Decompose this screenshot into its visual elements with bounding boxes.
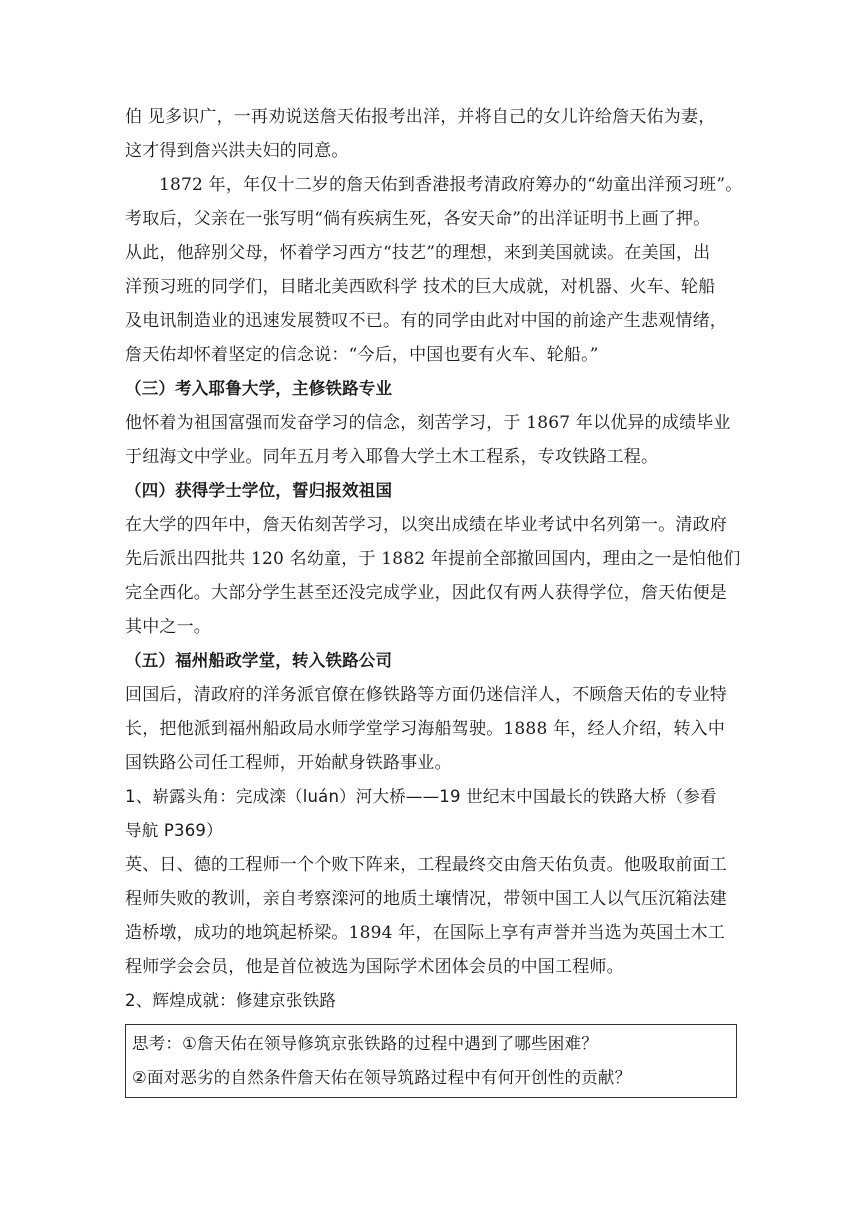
- document-page: [125, 100, 743, 1098]
- item-title: 1、崭露头角：完成滦（luán）河大桥——19 世纪末中国最长的铁路大桥（参看: [125, 787, 717, 806]
- text-line: 其中之一。: [125, 617, 211, 637]
- section-heading: （四）获得学士学位，誓归报效祖国: [125, 481, 393, 500]
- item-jingzhang-railway: [125, 984, 737, 1018]
- text-line: 这才得到詹兴洪夫妇的同意。: [125, 141, 349, 161]
- think-question: 思考：①詹天佑在领导修筑京张铁路的过程中遇到了哪些困难？: [132, 1034, 598, 1053]
- text-line: 程师学会会员，他是首位被选为国际学术团体会员的中国工程师。: [125, 957, 624, 977]
- text-line: 及电讯制造业的迅速发展赞叹不已。有的同学由此对中国的前途产生悲观情绪，: [125, 311, 727, 331]
- text-line: 长，把他派到福州船政局水师学堂学习海船驾驶。1888 年，经人介绍，转入中: [125, 719, 726, 739]
- text-line: 国铁路公司任工程师，开始献身铁路事业。: [125, 753, 452, 773]
- section-heading: （五）福州船政学堂，转入铁路公司: [125, 651, 393, 670]
- text-line: 回国后，清政府的洋务派官僚在修铁路等方面仍迷信洋人，不顾詹天佑的专业特: [125, 685, 727, 705]
- text-line: 考取后，父亲在一张写明“倘有疾病生死，各安天命”的出洋证明书上画了押。: [125, 209, 711, 229]
- section-heading: （三）考入耶鲁大学，主修铁路专业: [125, 379, 393, 398]
- paragraph-marriage: [125, 100, 737, 168]
- text-line: 伯 见多识广，一再劝说送詹天佑报考出洋，并将自己的女儿许给詹天佑为妻，: [125, 107, 716, 127]
- text-line: 程师失败的教训，亲自考察滦河的地质土壤情况，带领中国工人以气压沉箱法建: [125, 889, 727, 909]
- text-line: 完全西化。大部分学生甚至还没完成学业，因此仅有两人获得学位，詹天佑便是: [125, 583, 727, 603]
- text-line: 洋预习班的同学们，目睹北美西欧科学 技术的巨大成就，对机器、火车、轮船: [125, 277, 716, 297]
- text-line: 英、日、德的工程师一个个败下阵来，工程最终交由詹天佑负责。他吸取前面工: [125, 855, 727, 875]
- section-fuzhou: [125, 644, 737, 780]
- text-line: 在大学的四年中，詹天佑刻苦学习，以突出成绩在毕业考试中名列第一。清政府: [125, 515, 727, 535]
- item-luan-bridge: [125, 780, 737, 984]
- paragraph-study-abroad: [125, 168, 743, 372]
- text-line: 造桥墩，成功的地筑起桥梁。1894 年，在国际上享有声誉并当选为英国土木工: [125, 923, 726, 943]
- section-degree: [125, 474, 741, 644]
- think-question: ②面对恶劣的自然条件詹天佑在领导筑路过程中有何开创性的贡献？: [132, 1068, 632, 1087]
- text-line: 1872 年，年仅十二岁的詹天佑到香港报考清政府筹办的“幼童出洋预习班”。: [159, 175, 743, 195]
- text-line: 先后派出四批共 120 名幼童，于 1882 年提前全部撤回国内，理由之一是怕他们: [125, 549, 741, 569]
- text-line: 他怀着为祖国富强而发奋学习的信念，刻苦学习，于 1867 年以优异的成绩毕业: [125, 413, 731, 433]
- text-line: 从此，他辞别父母，怀着学习西方“技艺”的理想，来到美国就读。在美国，出: [125, 243, 711, 263]
- item-title: 2、辉煌成就：修建京张铁路: [125, 991, 337, 1010]
- text-line: 詹天佑却怀着坚定的信念说：“今后，中国也要有火车、轮船。”: [125, 345, 599, 365]
- text-line: 于纽海文中学业。同年五月考入耶鲁大学土木工程系，专攻铁路工程。: [125, 447, 659, 467]
- section-yale: [125, 372, 737, 474]
- think-question-box: [125, 1024, 737, 1098]
- item-title: 导航 P369）: [125, 821, 223, 840]
